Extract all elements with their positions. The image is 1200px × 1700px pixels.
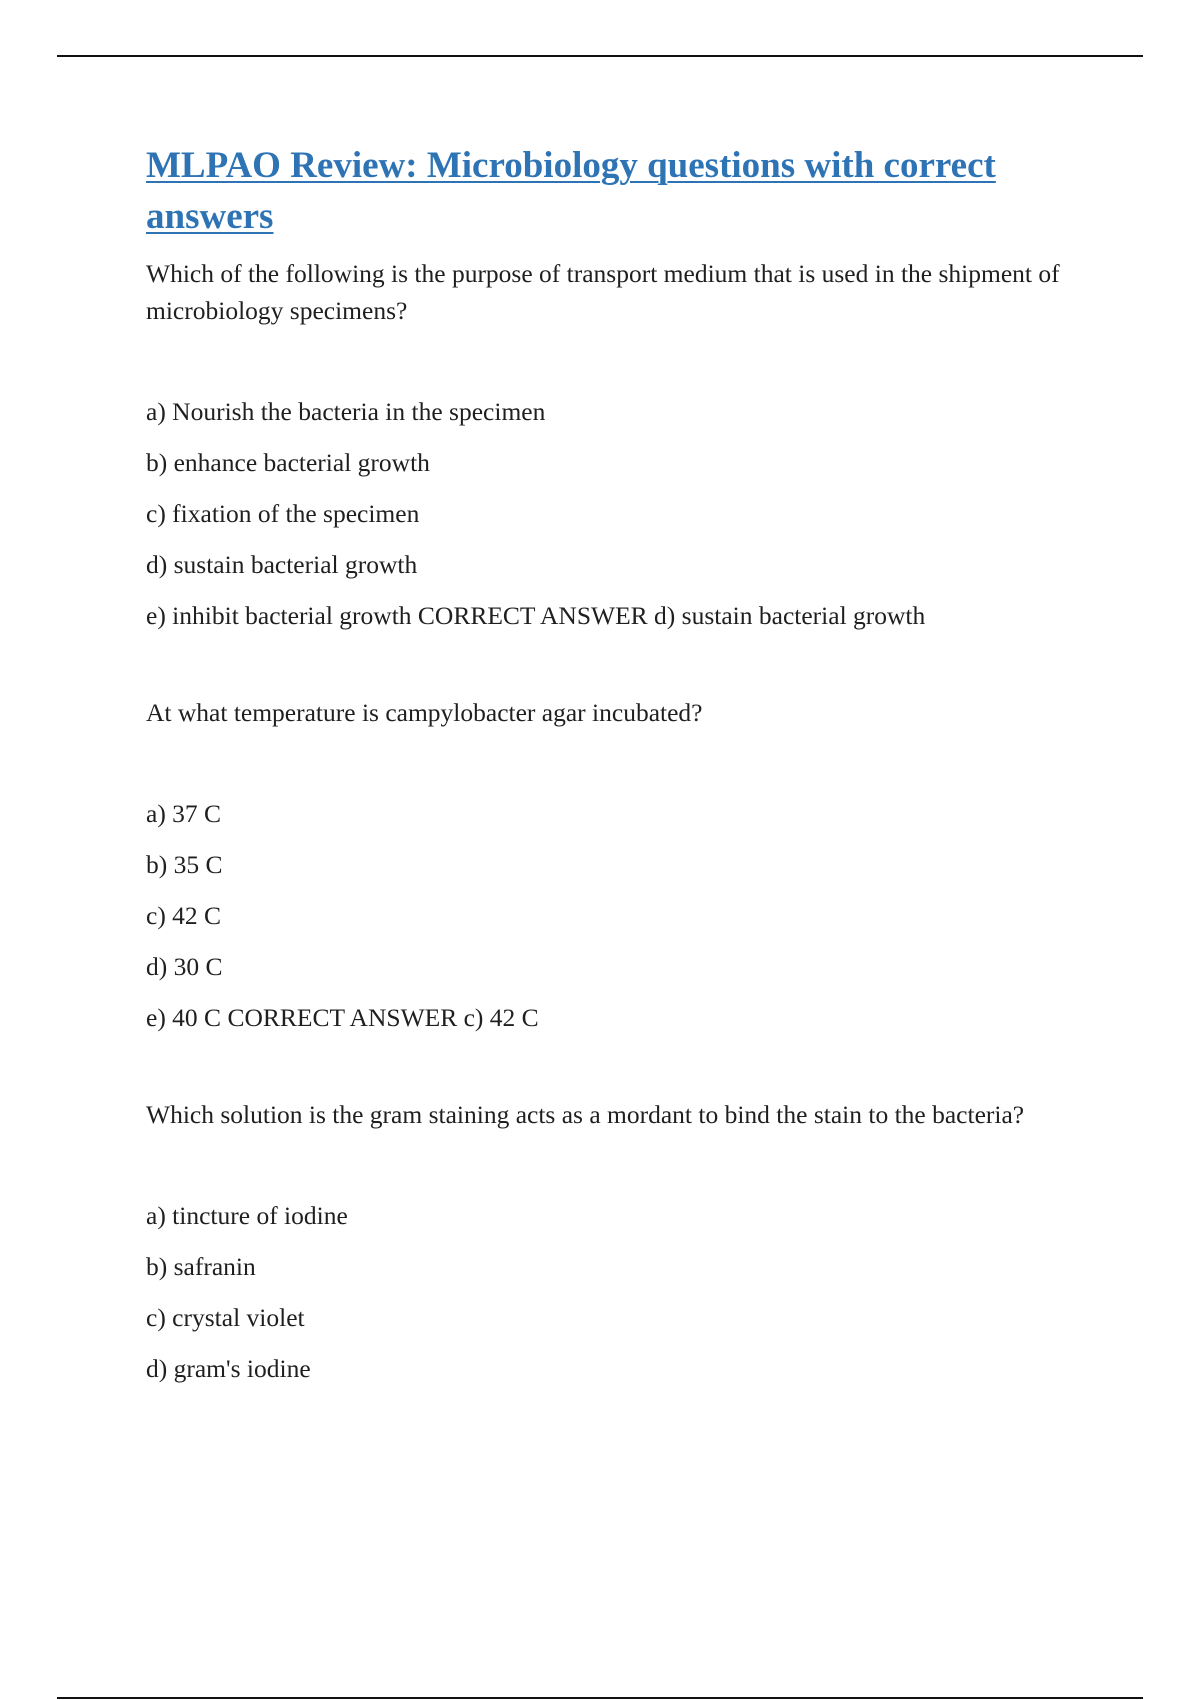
option-b: b) safranin bbox=[146, 1252, 256, 1281]
header-rule bbox=[57, 55, 1143, 57]
footer-rule bbox=[57, 1697, 1143, 1699]
question-block-2 bbox=[146, 694, 1096, 1036]
document-title: MLPAO Review: Microbiology questions with correct answers bbox=[146, 145, 996, 237]
question-block-3 bbox=[146, 1096, 1096, 1387]
option-e-with-answer: e) inhibit bacterial growth CORRECT ANSWER d) sustain bacterial growth bbox=[146, 601, 926, 630]
answer-options bbox=[146, 1197, 1096, 1387]
document-body bbox=[146, 140, 1096, 1387]
option-a: a) tincture of iodine bbox=[146, 1201, 348, 1230]
option-b: b) enhance bacterial growth bbox=[146, 448, 430, 477]
option-d: d) sustain bacterial growth bbox=[146, 550, 418, 579]
answer-options bbox=[146, 795, 1096, 1036]
question-text: At what temperature is campylobacter agar incubated? bbox=[146, 698, 703, 727]
answer-options bbox=[146, 393, 1096, 634]
option-a: a) 37 C bbox=[146, 799, 222, 828]
option-c: c) fixation of the specimen bbox=[146, 499, 420, 528]
option-a: a) Nourish the bacteria in the specimen bbox=[146, 397, 546, 426]
option-d: d) 30 C bbox=[146, 952, 223, 981]
option-c: c) crystal violet bbox=[146, 1303, 305, 1332]
option-d: d) gram's iodine bbox=[146, 1354, 311, 1383]
option-e-with-answer: e) 40 C CORRECT ANSWER c) 42 C bbox=[146, 1003, 539, 1032]
question-block-1 bbox=[146, 255, 1096, 634]
question-text: Which solution is the gram staining acts as a mordant to bind the stain to the bacteria? bbox=[146, 1100, 1025, 1129]
option-c: c) 42 C bbox=[146, 901, 222, 930]
question-text: Which of the following is the purpose of transport medium that is used in the shipment of microbiology specimens? bbox=[146, 259, 1060, 325]
option-b: b) 35 C bbox=[146, 850, 223, 879]
